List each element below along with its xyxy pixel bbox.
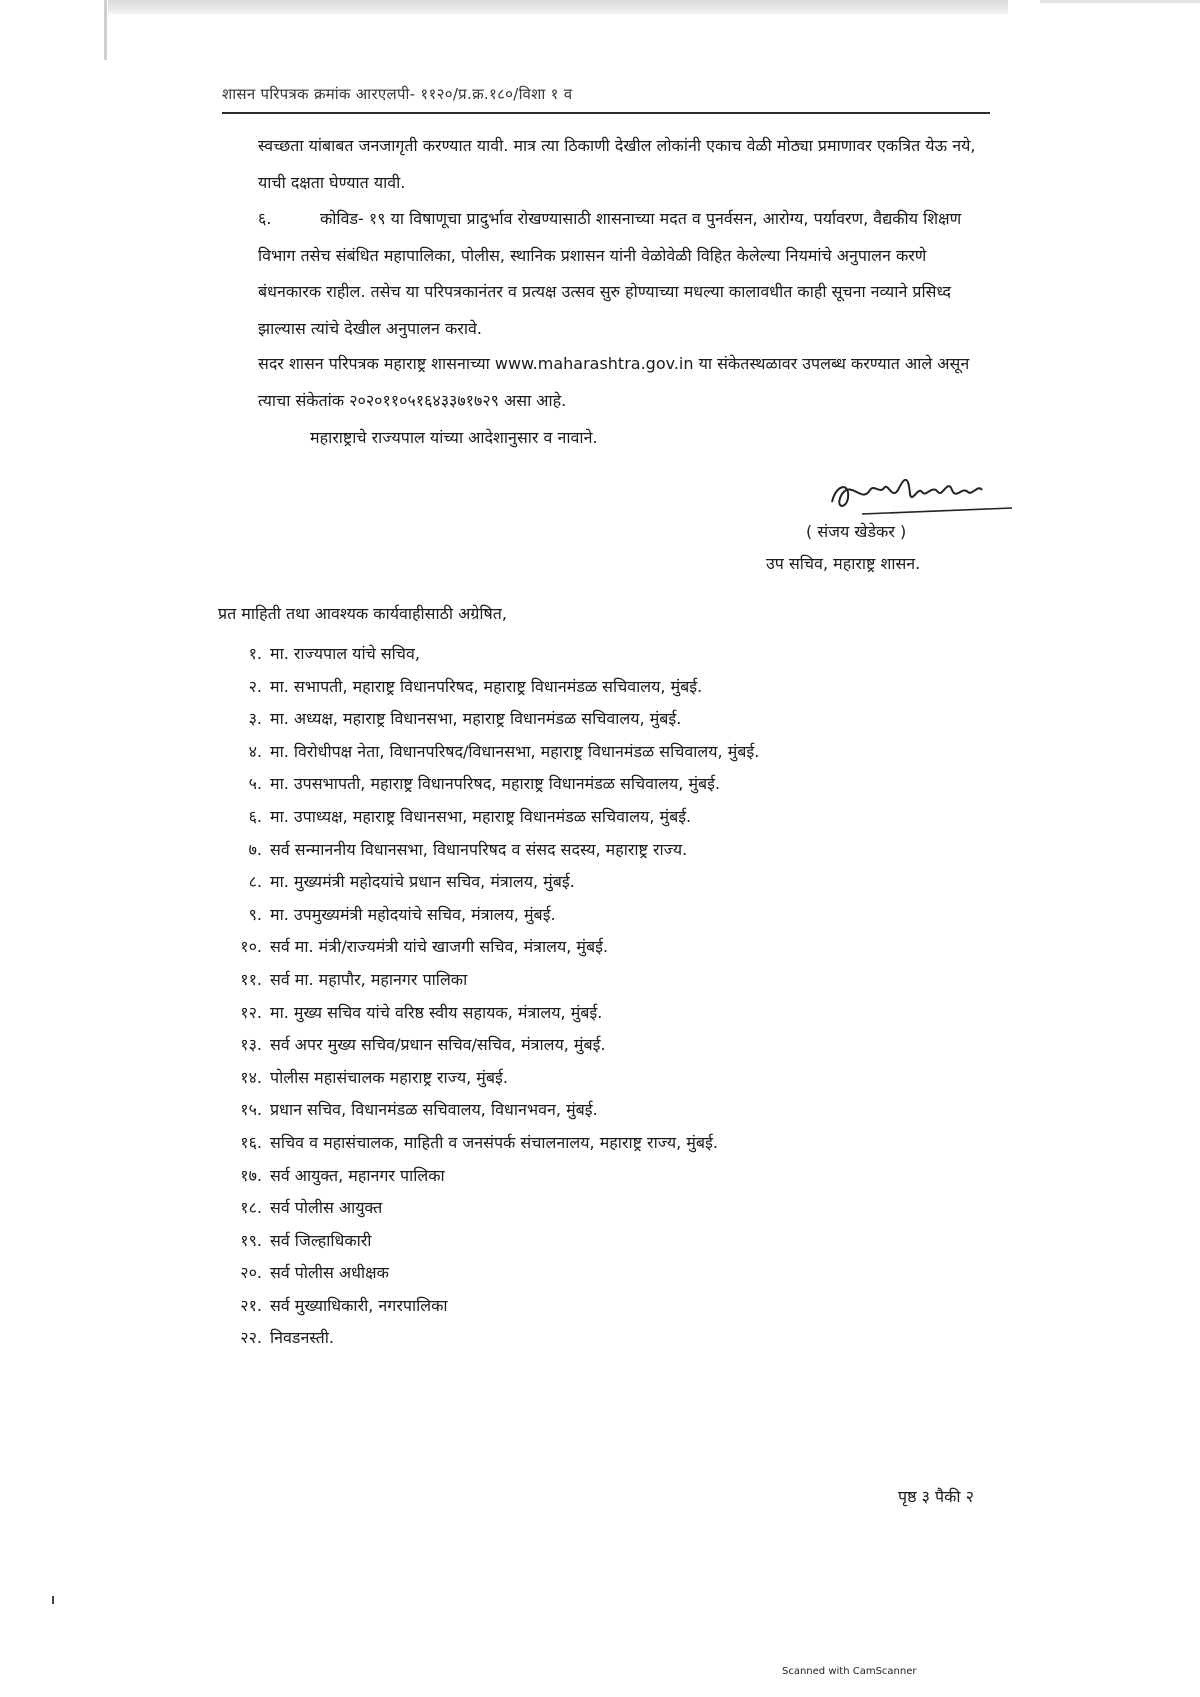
distribution-item xyxy=(218,1192,759,1225)
distribution-item-text: मा. मुख्यमंत्री महोदयांचे प्रधान सचिव, मंत्रालय, मुंबई. xyxy=(270,872,575,892)
distribution-item-number: १०. xyxy=(240,937,262,957)
distribution-item xyxy=(218,931,759,964)
paragraph-covid-text: कोविड- १९ या विषाणूचा प्रादुर्भाव रोखण्यासाठी शासनाच्या मदत व पुनर्वसन, आरोग्य, पर्यावरण, वैद्यकीय शिक्षण विभाग तसेच संबंधित महापालिका, पोलीस, स्थानिक प्रशासन यांनी वेळोवेळी विहित केलेल्या नियमांचे अनुपालन करणे बंधनकारक राहील. तसेच या परिपत्रकानंतर व प्रत्यक्ष उत्सव सुरु होण्याच्या मधल्या कालावधीत काही सूचना नव्याने प्रसिध्द झाल्यास त्यांचे देखील अनुपालन करावे. xyxy=(258,209,962,338)
distribution-item-number: १५. xyxy=(240,1100,262,1120)
distribution-item xyxy=(218,1322,759,1355)
distribution-item xyxy=(218,964,759,997)
distribution-item-number: १३. xyxy=(240,1035,262,1055)
distribution-item-text: सर्व मा. मंत्री/राज्यमंत्री यांचे खाजगी सचिव, मंत्रालय, मुंबई. xyxy=(270,937,609,957)
distribution-item-number: १९. xyxy=(240,1230,262,1250)
distribution-item-text: मा. मुख्य सचिव यांचे वरिष्ठ स्वीय सहायक, मंत्रालय, मुंबई. xyxy=(270,1002,603,1022)
distribution-item-number: ९. xyxy=(248,904,262,924)
distribution-item xyxy=(218,899,759,932)
distribution-item-text: सर्व पोलीस आयुक्त xyxy=(270,1198,383,1218)
distribution-item xyxy=(218,1029,759,1062)
distribution-item-number: ५. xyxy=(248,774,262,794)
signatory-designation: उप सचिव, महाराष्ट्र शासन. xyxy=(766,554,921,573)
distribution-item xyxy=(218,801,759,834)
distribution-item-text: सर्व सन्माननीय विधानसभा, विधानपरिषद व संसद सदस्य, महाराष्ट्र राज्य. xyxy=(270,839,688,859)
distribution-item xyxy=(218,703,759,736)
distribution-item xyxy=(218,638,759,671)
distribution-item xyxy=(218,866,759,899)
distribution-item-number: ७. xyxy=(248,839,262,859)
distribution-list xyxy=(218,638,759,1355)
distribution-item-number: २. xyxy=(248,676,262,696)
distribution-item-number: २०. xyxy=(240,1263,262,1283)
paragraph-covid-compliance xyxy=(258,201,988,347)
page-number: पृष्ठ ३ पैकी २ xyxy=(898,1487,974,1506)
distribution-item-number: ३. xyxy=(248,709,262,729)
distribution-item-text: मा. उपसभापती, महाराष्ट्र विधानपरिषद, महाराष्ट्र विधानमंडळ सचिवालय, मुंबई. xyxy=(270,774,721,794)
distribution-item-text: मा. उपमुख्यमंत्री महोदयांचे सचिव, मंत्रालय, मुंबई. xyxy=(270,904,556,924)
distribution-item-number: १४. xyxy=(240,1067,262,1087)
distribution-item-number: ८. xyxy=(248,872,262,892)
distribution-item-text: मा. सभापती, महाराष्ट्र विधानपरिषद, महाराष्ट्र विधानमंडळ सचिवालय, मुंबई. xyxy=(270,676,703,696)
distribution-item xyxy=(218,768,759,801)
scanner-watermark: Scanned with CamScanner xyxy=(782,1666,917,1677)
distribution-item xyxy=(218,671,759,704)
header-divider xyxy=(222,112,990,114)
paragraph-website-code: सदर शासन परिपत्रक महाराष्ट्र शासनाच्या www.maharashtra.gov.in या संकेतस्थळावर उपलब्ध करण्यात आले असून त्याचा संकेतांक २०२०११०५१६४३३७१७२९ असा आहे. xyxy=(258,354,970,410)
distribution-item xyxy=(218,736,759,769)
handwritten-signature xyxy=(822,464,1022,524)
distribution-item-number: २१. xyxy=(240,1295,262,1315)
distribution-item xyxy=(218,1160,759,1193)
distribution-item-text: सर्व आयुक्त, महानगर पालिका xyxy=(270,1165,445,1185)
scan-shadow-top xyxy=(108,0,1008,14)
distribution-item xyxy=(218,997,759,1030)
distribution-item-number: ४. xyxy=(248,741,262,761)
scan-shadow-top-right xyxy=(1040,0,1200,3)
signatory-name: ( संजय खेडेकर ) xyxy=(806,522,907,541)
distribution-item-text: मा. विरोधीपक्ष नेता, विधानपरिषद/विधानसभा, महाराष्ट्र विधानमंडळ सचिवालय, मुंबई. xyxy=(270,741,760,761)
distribution-item xyxy=(218,1127,759,1160)
distribution-item-text: सचिव व महासंचालक, माहिती व जनसंपर्क संचालनालय, महाराष्ट्र राज्य, मुंबई. xyxy=(270,1132,718,1152)
distribution-item-text: सर्व जिल्हाधिकारी xyxy=(270,1230,372,1250)
distribution-intro: प्रत माहिती तथा आवश्यक कार्यवाहीसाठी अग्रेषित, xyxy=(218,604,508,623)
distribution-item xyxy=(218,1094,759,1127)
distribution-item-text: मा. अध्यक्ष, महाराष्ट्र विधानसभा, महाराष्ट्र विधानमंडळ सचिवालय, मुंबई. xyxy=(270,709,682,729)
distribution-item-number: ११. xyxy=(240,969,262,989)
distribution-item-text: निवडनस्ती. xyxy=(270,1328,334,1348)
paragraph-governor-order: महाराष्ट्राचे राज्यपाल यांच्या आदेशानुसार व नावाने. xyxy=(310,428,598,447)
distribution-item-text: सर्व अपर मुख्य सचिव/प्रधान सचिव/सचिव, मंत्रालय, मुंबई. xyxy=(270,1035,606,1055)
paragraph-hygiene-awareness: स्वच्छता यांबाबत जनजागृती करण्यात यावी. मात्र त्या ठिकाणी देखील लोकांनी एकाच वेळी मोठ्या प्रमाणावर एकत्रित येऊ नये, याची दक्षता घेण्यात यावी. xyxy=(258,136,976,192)
distribution-item-number: १२. xyxy=(240,1002,262,1022)
margin-mark xyxy=(52,1596,54,1604)
distribution-item-text: मा. उपाध्यक्ष, महाराष्ट्र विधानसभा, महाराष्ट्र विधानमंडळ सचिवालय, मुंबई. xyxy=(270,806,692,826)
distribution-item-number: ६. xyxy=(248,806,262,826)
distribution-item xyxy=(218,1257,759,1290)
distribution-item-number: १६. xyxy=(240,1132,262,1152)
distribution-item-text: पोलीस महासंचालक महाराष्ट्र राज्य, मुंबई. xyxy=(270,1067,508,1087)
distribution-item-text: प्रधान सचिव, विधानमंडळ सचिवालय, विधानभवन, मुंबई. xyxy=(270,1100,598,1120)
distribution-item xyxy=(218,1290,759,1323)
distribution-item xyxy=(218,1225,759,1258)
distribution-item-number: २२. xyxy=(240,1328,262,1348)
paragraph-number: ६. xyxy=(258,209,272,228)
distribution-item xyxy=(218,834,759,867)
distribution-item-number: १८. xyxy=(240,1198,262,1218)
distribution-item-text: सर्व मा. महापौर, महानगर पालिका xyxy=(270,969,468,989)
distribution-item xyxy=(218,1062,759,1095)
circular-reference-header: शासन परिपत्रक क्रमांक आरएलपी- ११२०/प्र.क्र.१८०/विशा १ व xyxy=(222,85,573,103)
distribution-item-text: सर्व मुख्याधिकारी, नगरपालिका xyxy=(270,1295,448,1315)
distribution-item-number: १. xyxy=(248,644,262,663)
distribution-item-text: मा. राज्यपाल यांचे सचिव, xyxy=(270,644,420,663)
scan-shadow-edge xyxy=(104,0,107,60)
distribution-item-number: १७. xyxy=(240,1165,262,1185)
distribution-item-text: सर्व पोलीस अधीक्षक xyxy=(270,1263,389,1283)
